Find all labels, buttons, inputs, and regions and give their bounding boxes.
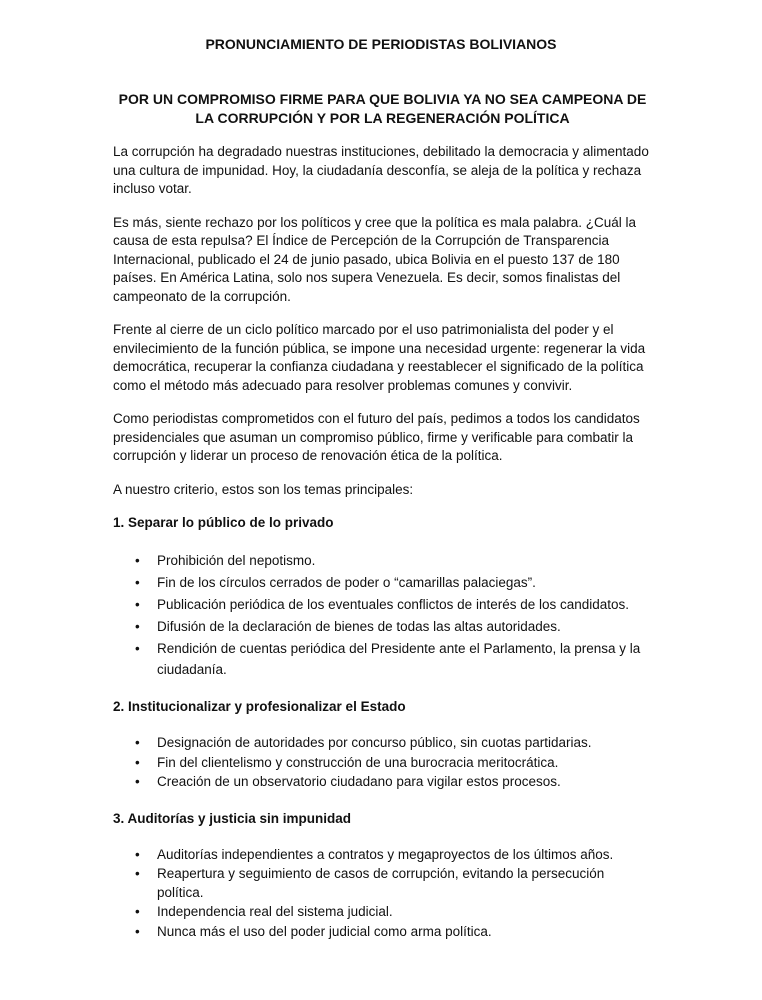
section-list-2 — [113, 734, 653, 792]
list-item: • Fin del clientelismo y construcción de una burocracia meritocrática. — [157, 754, 653, 773]
list-item: • Reapertura y seguimiento de casos de corrupción, evitando la persecución política. — [157, 865, 653, 902]
paragraph-regeneration: Frente al cierre de un ciclo político marcado por el uso patrimonialista del poder y el envilecimiento de la función pública, se impone una necesidad urgente: regenerar la vida democrática, recuperar la confianza ciudadana y reestablecer el significado de la política como el método más adecuado para resolver problemas comunes y convivir. — [113, 322, 646, 393]
section-list-3 — [113, 846, 653, 942]
list-item: • Designación de autoridades por concurso público, sin cuotas partidarias. — [157, 734, 653, 753]
paragraph-cause: Es más, siente rechazo por los políticos y cree que la política es mala palabra. ¿Cuál la causa de esta repulsa? El Índice de Percepción de la Corrupción de Transparencia Internacional, publicado el 24 de junio pasado, ubica Bolivia en el puesto 137 de 180 países. En América Latina, solo nos supera Venezuela. Es decir, somos finalistas del campeonato de la corrupción. — [113, 214, 637, 304]
paragraph-commitment: Como periodistas comprometidos con el futuro del país, pedimos a todos los candidatos presidenciales que asuman un compromiso público, firme y verificable para combatir la corrupción y liderar un proceso de renovación ética de la política. — [113, 411, 640, 463]
section-heading-1: 1. Separar lo público de lo privado — [113, 515, 334, 530]
section-heading-3: 3. Auditorías y justicia sin impunidad — [113, 810, 352, 826]
list-item: • Prohibición del nepotismo. — [157, 550, 653, 571]
paragraph-topics-intro: A nuestro criterio, estos son los temas principales: — [113, 481, 414, 497]
list-item: • Difusión de la declaración de bienes de todas las altas autoridades. — [157, 616, 653, 637]
document-subtitle: POR UN COMPROMISO FIRME PARA QUE BOLIVIA YA NO SEA CAMPEONA DE LA CORRUPCIÓN Y POR LA REGENERACIÓN POLÍTICA — [118, 91, 647, 126]
document-body — [113, 143, 653, 959]
list-item: • Auditorías independientes a contratos y megaproyectos de los últimos años. — [157, 846, 653, 865]
list-item: • Creación de un observatorio ciudadano para vigilar estos procesos. — [157, 773, 653, 792]
section-heading-2: 2. Institucionalizar y profesionalizar el Estado — [113, 699, 406, 714]
document-title: PRONUNCIAMIENTO DE PERIODISTAS BOLIVIANOS — [205, 36, 557, 52]
list-item: • Independencia real del sistema judicial. — [157, 903, 653, 922]
list-item: • Rendición de cuentas periódica del Presidente ante el Parlamento, la prensa y la ciudadanía. — [157, 638, 653, 680]
list-item: • Fin de los círculos cerrados de poder o “camarillas palaciegas”. — [157, 572, 653, 593]
list-item: • Nunca más el uso del poder judicial como arma política. — [157, 923, 653, 942]
paragraph-intro: La corrupción ha degradado nuestras instituciones, debilitado la democracia y alimentado una cultura de impunidad. Hoy, la ciudadanía desconfía, se aleja de la política y rechaza incluso votar. — [113, 144, 649, 196]
section-list-1 — [113, 550, 653, 680]
list-item: • Publicación periódica de los eventuales conflictos de interés de los candidatos. — [157, 594, 653, 615]
